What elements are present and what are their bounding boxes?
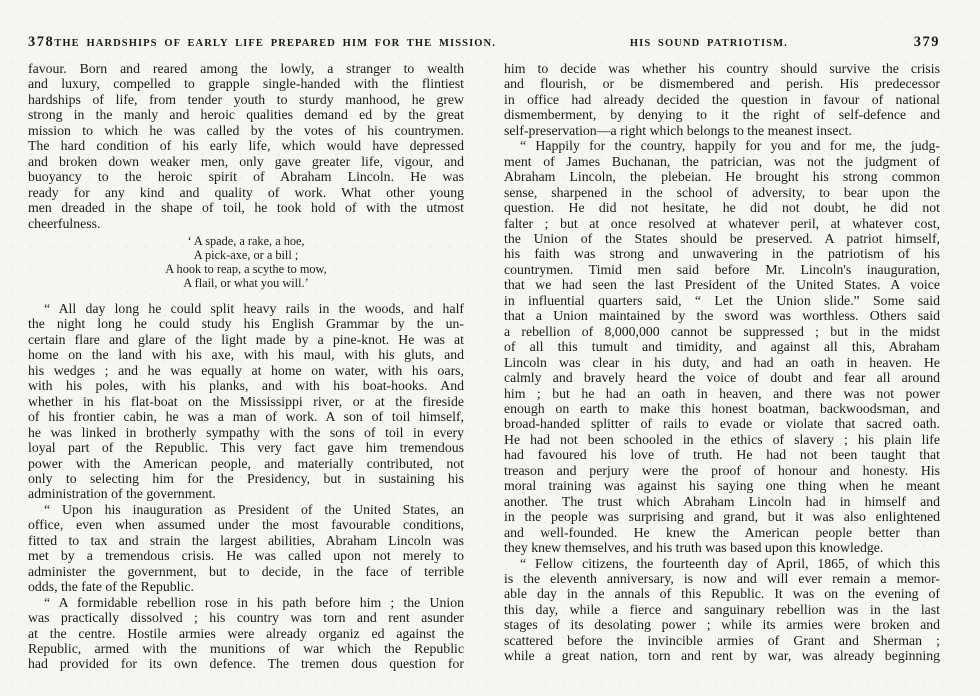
text-line: Lincoln was clear in his duty, and had an oath in heaven. He [504,354,940,370]
text-line: He had not been schooled in the ethics of slavery ; his plain life [504,431,940,447]
text-line: Abraham Lincoln, the plebeian. He brought his strong common [504,169,940,185]
text-line: ‘ A spade, a rake, a hoe, [187,233,305,248]
text-line: was practically dissolved ; his country was torn and rent asunder [28,610,464,626]
text-line: cheerfulness. [28,215,101,231]
text-line: of his frontier cabin, he was a man of work. A son of toil himself, [28,409,464,425]
text-line: enough on earth to make this honest boatman, backwoodsman, and [504,400,940,416]
text-line: at the centre. Hostile armies were already organiz ed against the [28,625,464,641]
text-line: “ Happily for the country, happily for you and for me, the judg- [520,138,940,154]
paragraph [504,556,940,664]
text-line: his wedges ; and he was equally at home on water, with his oars, [28,362,464,378]
paragraph [28,595,464,672]
text-line: “ A formidable rebellion rose in his path before him ; the Union [44,594,464,610]
text-line: the Union of the States should be preserved. A patriot himself, [504,230,940,246]
text-line: A flail, or what you will.’ [183,275,309,290]
text-line: his faith was strong and unwavering in the patriotism of his [504,246,940,262]
page-number: 378 [28,34,55,50]
text-line: favour. Born and reared among the lowly, a stranger to wealth [28,61,464,76]
text-line: loyal part of the Republic. This very fact gave him tremendous [28,440,464,456]
text-line: ment of James Buchanan, the patrician, was not the judgment of [504,153,940,169]
running-title: HIS SOUND PATRIOTISM. [629,38,788,49]
text-line: a rebellion of 8,000,000 cannot be suppressed ; but in the midst [504,323,940,339]
text-line: fitted to tax and strain the largest abilities, Abraham Lincoln was [28,532,464,548]
book-page-right [504,34,940,672]
text-line: this day, while a fierce and sanguinary rebellion was in the last [504,601,940,617]
text-line: he was linked in brotherly sympathy with the sons of toil in every [28,424,464,440]
text-line: him to decide was whether his country should survive the crisis [504,61,940,76]
text-line: they knew themselves, and his truth was based upon this knowledge. [504,540,884,556]
text-line: only to selecting him for the Presidency, but in sustaining his [28,470,464,486]
text-line: “ All day long he could split heavy rails in the woods, and half [44,300,464,316]
text-line: sense, sharpened in the school of adversity, to bear upon the [504,184,940,200]
text-line: ready for any kind and quality of work. What other young [28,184,464,200]
text-line: and broken down weaker men, only gave greater life, vigour, and [28,153,464,169]
page-header-left [28,34,496,51]
paragraph [28,61,464,231]
text-line: self-preservation—a right which belongs to the meanest insect. [504,122,852,138]
text-line: odds, the fate of the Republic. [28,579,194,595]
text-line: had favoured his love of truth. He had not been taught that [504,447,940,463]
paragraph [28,502,464,595]
text-line: treason and perjury were the proof of honour and honesty. His [504,462,940,478]
text-line: The hard condition of his early life, which would have depressed [28,138,464,154]
page-header-right [504,34,940,51]
text-line: strong in the manly and heroic qualities demand ed by the great [28,107,464,123]
page-number: 379 [913,34,940,50]
text-line: whether in his flat-boat on the Mississippi river, or at the fireside [28,393,464,409]
text-line: countrymen. Timid men said before Mr. Lincoln's inauguration, [504,261,940,277]
text-line: scattered before the invincible armies of Grant and Sherman ; [504,632,940,648]
text-line: hardships of life, from tender youth to sturdy manhood, he grew [28,91,464,107]
text-line: and flourish, or be dismembered and perish. His predecessor [504,76,940,92]
page-body [504,61,940,664]
text-line: able day in the annals of this Republic. It was on the evening of [504,586,940,602]
text-line: office, even when assumed under the most favourable conditions, [28,517,464,533]
paragraph [28,301,464,502]
text-line: that we had seen the last President of the United States. A voice [504,277,940,293]
text-line: another. The trust which Abraham Lincoln had in himself and [504,493,940,509]
page-body [28,61,464,672]
text-line: and well-founded. He knew the American people better than [504,524,940,540]
text-line: A hook to reap, a scythe to mow, [165,261,327,276]
text-line: while a great nation, torn and rent by war, was already beginning [504,648,940,664]
text-line: of all this tumult and timidity, and against all this, Abraham [504,339,940,355]
verse-block [28,234,464,290]
text-line: the night long he could study his English Grammar by the un- [28,316,464,332]
text-line: and luxury, compelled to grapple single-handed with the flintiest [28,76,464,92]
text-line: stages of its desolating power ; while its armies were broken and [504,617,940,633]
text-line: men dreaded in the shape of toil, he took hold of with the utmost [28,200,464,216]
text-line: A pick-axe, or a bill ; [193,247,299,262]
running-title: THE HARDSHIPS OF EARLY LIFE PREPARED HIM FOR THE MISSION. [54,38,496,49]
text-line: power with the American people, and materially contributed, not [28,455,464,471]
text-line: home on the land with his axe, with his maul, with his gluts, and [28,347,464,363]
text-line: in influential quarters said, “ Let the Union slide.” Some said [504,292,940,308]
text-line: “ Fellow citizens, the fourteenth day of April, 1865, of which this [520,555,940,571]
text-line: moral training was against his saying one thing when he meant [504,478,940,494]
text-line: had provided for its own defence. The tremen dous question for [28,656,464,672]
text-line: with his poles, with his planks, and with his boat-hooks. And [28,378,464,394]
text-line: “ Upon his inauguration as President of the United States, an [44,501,464,517]
text-line: administration of the government. [28,486,216,502]
text-line: question. He did not hesitate, he did not doubt, he did not [504,200,940,216]
text-line: certain flare and glare of the light made by a pine-knot. He was at [28,331,464,347]
text-line: him ; but he had an oath in heaven, and there was not power [504,385,940,401]
paragraph [504,138,940,555]
text-line: dismemberment, by denying to it the right of self-defence and [504,107,940,123]
text-line: that a Union maintained by the sword was worthless. Others said [504,308,940,324]
text-line: Republic, armed with the munitions of war which the Republic [28,640,464,656]
text-line: met by a tremendous crisis. He was called upon not merely to [28,548,464,564]
text-line: falter ; but at once resolved at whatever peril, at whatever cost, [504,215,940,231]
text-line: buoyancy to the heroic spirit of Abraham Lincoln. He was [28,169,464,185]
text-line: broad-handed splitter of rails to evade or violate that sacred oath. [504,416,940,432]
book-page-left [28,34,496,672]
text-line: in the people was surprising and grand, but it was also enlightened [504,509,940,525]
paragraph [504,61,940,138]
text-line: mission to which he was called by the votes of his countrymen. [28,122,464,138]
text-line: administer the government, but to decide, in the face of terrible [28,563,464,579]
text-line: in office had already decided the question in favour of national [504,91,940,107]
text-line: calmly and bravely heard the voice of doubt and fear all around [504,370,940,386]
text-line: is the eleventh anniversary, is now and will ever remain a memor- [504,570,940,586]
